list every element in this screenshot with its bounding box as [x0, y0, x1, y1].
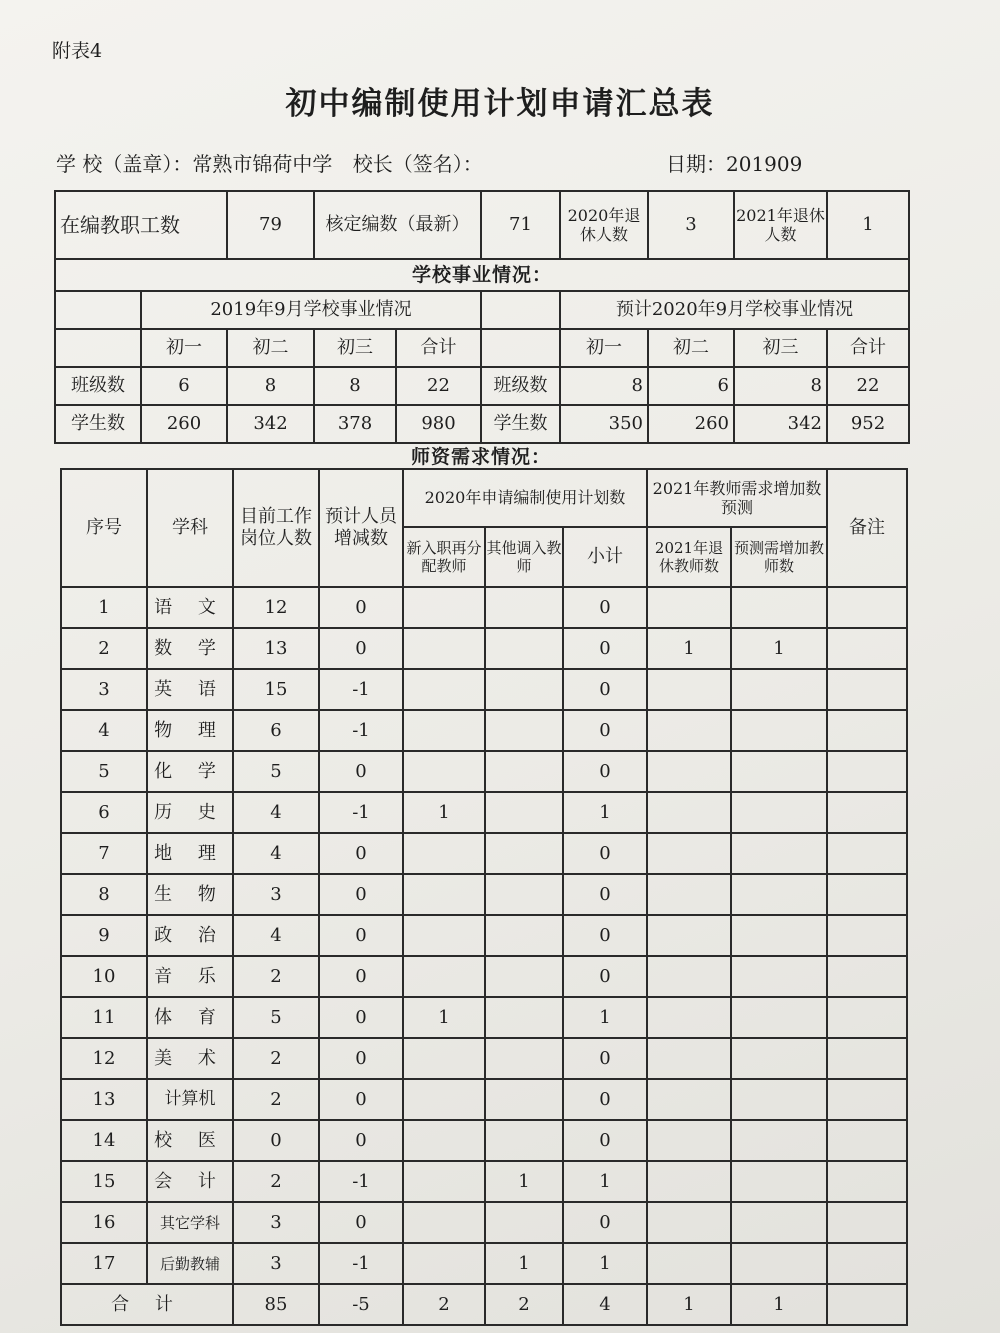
row-remark: [827, 915, 907, 956]
grade-header: 合计: [827, 329, 909, 367]
row-subject: 其它学科: [147, 1202, 233, 1243]
row-new-teachers: 1: [403, 997, 485, 1038]
row-need: [731, 1202, 827, 1243]
value-cell: 6: [141, 367, 227, 405]
student-count-row: [55, 405, 909, 443]
staff-row: [55, 191, 909, 259]
row-subtotal: 0: [563, 1079, 647, 1120]
row-subject: 数 学: [147, 628, 233, 669]
row-need: [731, 587, 827, 628]
grade-header: 合计: [396, 329, 481, 367]
row-seq: 4: [61, 710, 147, 751]
row-remark: [827, 1161, 907, 1202]
row-seq: 9: [61, 915, 147, 956]
row-remark: [827, 792, 907, 833]
row-seq: 15: [61, 1161, 147, 1202]
row-need: [731, 710, 827, 751]
y2020-title: 预计2020年9月学校事业情况: [560, 291, 909, 329]
grade-header: 初二: [648, 329, 734, 367]
row-seq: 11: [61, 997, 147, 1038]
row-transfers: [485, 1202, 563, 1243]
row-need: [731, 915, 827, 956]
row-subject: 语 文: [147, 587, 233, 628]
row-need: [731, 751, 827, 792]
row-need: [731, 1243, 827, 1284]
row-remark: [827, 956, 907, 997]
row-remark: [827, 833, 907, 874]
value-cell: 6: [648, 367, 734, 405]
row-subtotal: 0: [563, 1120, 647, 1161]
row-retire: [647, 751, 731, 792]
row-remark: [827, 997, 907, 1038]
row-current: 6: [233, 710, 319, 751]
row-current: 2: [233, 1038, 319, 1079]
row-new-teachers: [403, 874, 485, 915]
row-remark: [827, 628, 907, 669]
row-change: -1: [319, 792, 403, 833]
row-seq: 3: [61, 669, 147, 710]
table-row: [61, 1161, 907, 1202]
approved-staff-value: 71: [481, 191, 560, 259]
row-subject: 政 治: [147, 915, 233, 956]
row-need: [731, 792, 827, 833]
student-label: 学生数: [55, 405, 141, 443]
row-change: -1: [319, 710, 403, 751]
school-label: 学 校（盖章）：常熟市锦荷中学: [56, 152, 333, 176]
row-new-teachers: [403, 1161, 485, 1202]
value-cell: 350: [560, 405, 648, 443]
row-transfers: [485, 997, 563, 1038]
total-label: 合 计: [61, 1284, 233, 1325]
table-row: [61, 669, 907, 710]
total-remark: [827, 1284, 907, 1325]
grade-header: 初三: [734, 329, 827, 367]
row-current: 0: [233, 1120, 319, 1161]
table-row: [61, 1038, 907, 1079]
school-status-section-title: 学校事业情况：: [55, 259, 909, 291]
row-need: [731, 997, 827, 1038]
grade-header: 初一: [560, 329, 648, 367]
row-current: 5: [233, 751, 319, 792]
current-staff-label: 在编教职工数: [55, 191, 227, 259]
table-row: [61, 915, 907, 956]
row-retire: [647, 997, 731, 1038]
header-seq: 序号: [61, 469, 147, 587]
row-new-teachers: [403, 956, 485, 997]
row-current: 3: [233, 1243, 319, 1284]
header-retire2021: 2021年退休教师数: [647, 527, 731, 587]
row-change: 0: [319, 587, 403, 628]
row-retire: [647, 1243, 731, 1284]
row-transfers: [485, 1120, 563, 1161]
row-new-teachers: [403, 587, 485, 628]
value-cell: 342: [227, 405, 314, 443]
row-current: 13: [233, 628, 319, 669]
row-remark: [827, 1202, 907, 1243]
row-transfers: [485, 1038, 563, 1079]
row-subtotal: 0: [563, 956, 647, 997]
approved-staff-label: 核定编数（最新）: [314, 191, 481, 259]
row-new-teachers: [403, 833, 485, 874]
total-change: -5: [319, 1284, 403, 1325]
row-subject: 校 医: [147, 1120, 233, 1161]
total-row: [61, 1284, 907, 1325]
header-transfers: 其他调入教师: [485, 527, 563, 587]
total-subtotal: 4: [563, 1284, 647, 1325]
row-transfers: [485, 710, 563, 751]
total-current: 85: [233, 1284, 319, 1325]
row-retire: [647, 669, 731, 710]
class-label: 班级数: [481, 367, 560, 405]
row-need: [731, 956, 827, 997]
row-transfers: [485, 874, 563, 915]
row-subject: 英 语: [147, 669, 233, 710]
row-subtotal: 0: [563, 628, 647, 669]
row-subject: 体 育: [147, 997, 233, 1038]
blank-cell: [55, 291, 141, 329]
row-subtotal: 0: [563, 1202, 647, 1243]
grade-header: 初二: [227, 329, 314, 367]
value-cell: 260: [141, 405, 227, 443]
row-transfers: [485, 587, 563, 628]
row-transfers: [485, 792, 563, 833]
row-change: 0: [319, 956, 403, 997]
table-row: [61, 751, 907, 792]
row-need: [731, 1161, 827, 1202]
row-new-teachers: [403, 1038, 485, 1079]
row-new-teachers: [403, 1202, 485, 1243]
retire-2020-value: 3: [648, 191, 734, 259]
row-subject: 音 乐: [147, 956, 233, 997]
row-subject: 地 理: [147, 833, 233, 874]
row-seq: 16: [61, 1202, 147, 1243]
header-plan2020: 2020年申请编制使用计划数: [403, 469, 647, 527]
row-retire: [647, 710, 731, 751]
row-seq: 12: [61, 1038, 147, 1079]
row-retire: [647, 915, 731, 956]
header-new-teachers: 新入职再分配教师: [403, 527, 485, 587]
value-cell: 980: [396, 405, 481, 443]
teacher-needs-table: [60, 468, 908, 1326]
row-retire: [647, 1161, 731, 1202]
school-status-table: [54, 190, 910, 444]
row-current: 3: [233, 874, 319, 915]
row-change: -1: [319, 669, 403, 710]
row-current: 4: [233, 833, 319, 874]
row-seq: 6: [61, 792, 147, 833]
row-new-teachers: [403, 710, 485, 751]
teacher-needs-section-title: 师资需求情况：: [410, 446, 551, 468]
header-need2021: 预测需增加教师数: [731, 527, 827, 587]
row-change: 0: [319, 874, 403, 915]
row-retire: [647, 1038, 731, 1079]
table-row: [61, 833, 907, 874]
row-need: 1: [731, 628, 827, 669]
principal-label: 校长（签名）：: [352, 152, 483, 176]
current-staff-value: 79: [227, 191, 314, 259]
row-subtotal: 1: [563, 1161, 647, 1202]
row-retire: [647, 833, 731, 874]
class-count-row: [55, 367, 909, 405]
row-transfers: [485, 751, 563, 792]
row-subtotal: 0: [563, 833, 647, 874]
header-subject: 学科: [147, 469, 233, 587]
row-retire: [647, 1120, 731, 1161]
row-new-teachers: [403, 628, 485, 669]
value-cell: 22: [827, 367, 909, 405]
row-seq: 17: [61, 1243, 147, 1284]
row-change: 0: [319, 1079, 403, 1120]
row-subtotal: 1: [563, 792, 647, 833]
row-retire: [647, 874, 731, 915]
header-subtotal: 小计: [563, 527, 647, 587]
row-subtotal: 0: [563, 874, 647, 915]
row-current: 15: [233, 669, 319, 710]
row-change: 0: [319, 1038, 403, 1079]
header-row-1: [61, 469, 907, 527]
row-seq: 7: [61, 833, 147, 874]
row-remark: [827, 587, 907, 628]
row-subtotal: 0: [563, 710, 647, 751]
row-subtotal: 0: [563, 669, 647, 710]
row-remark: [827, 669, 907, 710]
row-seq: 2: [61, 628, 147, 669]
table-row: [61, 1243, 907, 1284]
row-remark: [827, 1038, 907, 1079]
value-cell: 22: [396, 367, 481, 405]
row-retire: 1: [647, 628, 731, 669]
row-subtotal: 1: [563, 997, 647, 1038]
row-subtotal: 0: [563, 587, 647, 628]
row-subtotal: 0: [563, 751, 647, 792]
value-cell: 8: [314, 367, 396, 405]
row-subject: 后勤教辅: [147, 1243, 233, 1284]
row-change: 0: [319, 751, 403, 792]
row-seq: 14: [61, 1120, 147, 1161]
row-remark: [827, 710, 907, 751]
table-row: [61, 956, 907, 997]
retire-2021-label: 2021年退休人数: [734, 191, 827, 259]
row-subject: 计算机: [147, 1079, 233, 1120]
row-change: 0: [319, 833, 403, 874]
row-need: [731, 833, 827, 874]
row-need: [731, 1120, 827, 1161]
date-label: 日期：201909: [666, 152, 803, 176]
value-cell: 342: [734, 405, 827, 443]
row-subject: 化 学: [147, 751, 233, 792]
total-other: 2: [485, 1284, 563, 1325]
row-current: 3: [233, 1202, 319, 1243]
header-forecast2021: 2021年教师需求增加数预测: [647, 469, 827, 527]
row-seq: 8: [61, 874, 147, 915]
total-retire: 1: [647, 1284, 731, 1325]
row-change: 0: [319, 997, 403, 1038]
row-current: 4: [233, 915, 319, 956]
row-need: [731, 1079, 827, 1120]
value-cell: 8: [734, 367, 827, 405]
row-need: [731, 669, 827, 710]
row-current: 4: [233, 792, 319, 833]
blank-cell: [481, 329, 560, 367]
retire-2021-value: 1: [827, 191, 909, 259]
row-subtotal: 0: [563, 1038, 647, 1079]
row-current: 2: [233, 1079, 319, 1120]
row-current: 5: [233, 997, 319, 1038]
row-transfers: [485, 956, 563, 997]
row-remark: [827, 1243, 907, 1284]
row-retire: [647, 956, 731, 997]
row-change: 0: [319, 1202, 403, 1243]
value-cell: 8: [227, 367, 314, 405]
grade-header: 初三: [314, 329, 396, 367]
row-new-teachers: [403, 915, 485, 956]
row-transfers: [485, 915, 563, 956]
row-subject: 美 术: [147, 1038, 233, 1079]
attachment-label: 附表4: [52, 40, 103, 62]
row-remark: [827, 1079, 907, 1120]
row-retire: [647, 1202, 731, 1243]
row-remark: [827, 751, 907, 792]
row-subject: 会 计: [147, 1161, 233, 1202]
row-new-teachers: [403, 669, 485, 710]
table-row: [61, 792, 907, 833]
row-transfers: [485, 1079, 563, 1120]
row-current: 2: [233, 1161, 319, 1202]
row-subtotal: 1: [563, 1243, 647, 1284]
table-row: [61, 628, 907, 669]
row-subject: 物 理: [147, 710, 233, 751]
table-row: [61, 710, 907, 751]
row-new-teachers: [403, 1243, 485, 1284]
value-cell: 260: [648, 405, 734, 443]
total-new: 2: [403, 1284, 485, 1325]
row-subject: 生 物: [147, 874, 233, 915]
table-row: [61, 1120, 907, 1161]
row-transfers: 1: [485, 1243, 563, 1284]
table-row: [61, 587, 907, 628]
row-change: -1: [319, 1161, 403, 1202]
row-retire: [647, 1079, 731, 1120]
row-transfers: 1: [485, 1161, 563, 1202]
row-new-teachers: [403, 1120, 485, 1161]
row-new-teachers: 1: [403, 792, 485, 833]
row-current: 12: [233, 587, 319, 628]
row-subtotal: 0: [563, 915, 647, 956]
row-new-teachers: [403, 1079, 485, 1120]
value-cell: 8: [560, 367, 648, 405]
row-seq: 1: [61, 587, 147, 628]
row-transfers: [485, 833, 563, 874]
row-change: 0: [319, 915, 403, 956]
blank-cell: [481, 291, 560, 329]
row-change: -1: [319, 1243, 403, 1284]
student-label: 学生数: [481, 405, 560, 443]
row-transfers: [485, 628, 563, 669]
header-change: 预计人员增减数: [319, 469, 403, 587]
table-row: [61, 874, 907, 915]
grade-header: 初一: [141, 329, 227, 367]
row-change: 0: [319, 1120, 403, 1161]
value-cell: 378: [314, 405, 396, 443]
row-seq: 13: [61, 1079, 147, 1120]
blank-cell: [55, 329, 141, 367]
row-current: 2: [233, 956, 319, 997]
row-retire: [647, 587, 731, 628]
row-remark: [827, 1120, 907, 1161]
row-subject: 历 史: [147, 792, 233, 833]
row-transfers: [485, 669, 563, 710]
row-seq: 5: [61, 751, 147, 792]
row-need: [731, 874, 827, 915]
header-remark: 备注: [827, 469, 907, 587]
retire-2020-label: 2020年退休人数: [560, 191, 648, 259]
table-row: [61, 1079, 907, 1120]
table-row: [61, 997, 907, 1038]
value-cell: 952: [827, 405, 909, 443]
grade-header-row: [55, 329, 909, 367]
table-row: [61, 1202, 907, 1243]
school-info-line: [56, 148, 483, 177]
row-seq: 10: [61, 956, 147, 997]
page-title: 初中编制使用计划申请汇总表: [285, 86, 715, 122]
row-retire: [647, 792, 731, 833]
class-label: 班级数: [55, 367, 141, 405]
total-need: 1: [731, 1284, 827, 1325]
row-new-teachers: [403, 751, 485, 792]
y2019-title: 2019年9月学校事业情况: [141, 291, 481, 329]
header-current: 目前工作岗位人数: [233, 469, 319, 587]
row-remark: [827, 874, 907, 915]
row-change: 0: [319, 628, 403, 669]
row-need: [731, 1038, 827, 1079]
